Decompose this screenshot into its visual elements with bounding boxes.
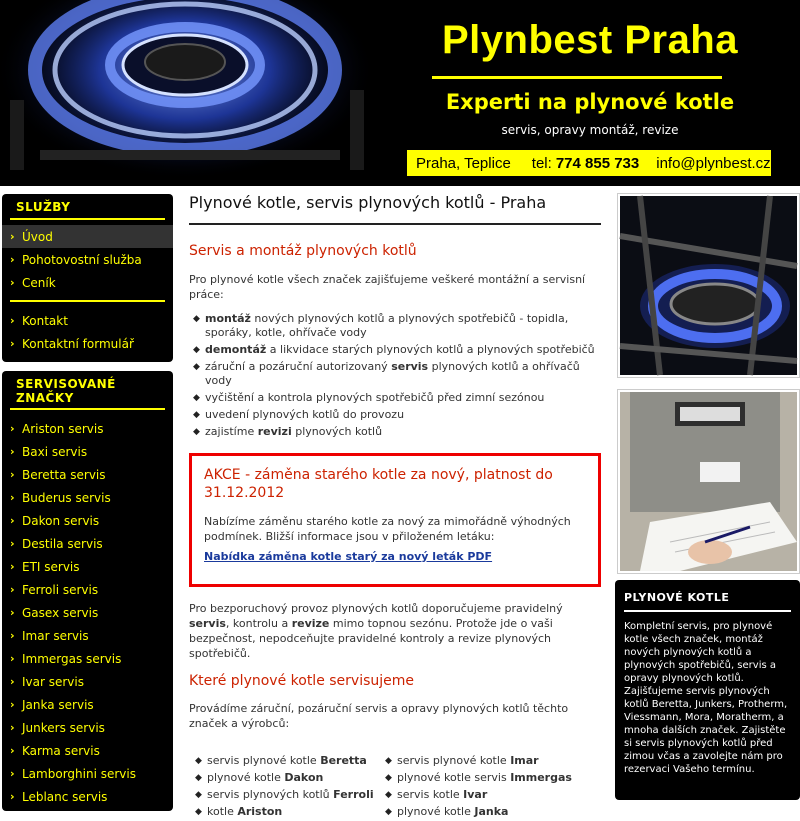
bold-term: servis bbox=[189, 617, 226, 630]
list-item bbox=[189, 312, 601, 340]
chevron-right-icon: › bbox=[10, 422, 15, 435]
section-intro: Provádíme záruční, pozáruční servis a opravy plynových kotlů těchto značek a výrobců: bbox=[189, 702, 569, 730]
sidebar-item-brand[interactable] bbox=[2, 716, 173, 739]
chevron-right-icon: › bbox=[10, 276, 15, 289]
sidebar-item-label: Pohotovostní služba bbox=[22, 252, 142, 267]
paragraph-text: , kontrolu a bbox=[225, 617, 292, 630]
chevron-right-icon: › bbox=[10, 445, 15, 458]
list-item bbox=[189, 787, 379, 803]
sidebar-item-brand[interactable] bbox=[2, 486, 173, 509]
sidebar-item-brand[interactable] bbox=[2, 555, 173, 578]
brands-heading-line1: SERVISOVANÉ bbox=[16, 377, 116, 391]
sidebar-item-label: Kontaktní formulář bbox=[22, 336, 134, 351]
bold-term: revizi bbox=[257, 425, 292, 438]
list-item-text: servis kotle bbox=[397, 788, 464, 801]
list-item-text: servis plynové kotle bbox=[207, 754, 321, 767]
sidebar-item-label: ETI servis bbox=[22, 559, 80, 574]
list-item-text: záruční a pozáruční autorizovaný bbox=[205, 360, 392, 373]
list-item bbox=[379, 770, 572, 786]
brands-menu bbox=[2, 371, 173, 811]
promo-box bbox=[189, 453, 601, 587]
contact-bar bbox=[407, 150, 771, 176]
main-content bbox=[189, 193, 601, 821]
bold-term: demontáž bbox=[205, 343, 267, 356]
site-subtagline: servis, opravy montáž, revize bbox=[501, 123, 679, 137]
chevron-right-icon: › bbox=[10, 337, 15, 350]
list-item-text: servis plynových kotlů bbox=[207, 788, 334, 801]
brand-name: Ariston bbox=[237, 805, 283, 818]
brand-name: Ferroli bbox=[333, 788, 374, 801]
sidebar-item-label: Janka servis bbox=[22, 697, 94, 712]
list-item bbox=[189, 408, 601, 422]
sidebar-item-kontakt[interactable] bbox=[2, 309, 173, 332]
sidebar-item-label: Gasex servis bbox=[22, 605, 99, 620]
list-item-text: plynové kotle bbox=[207, 771, 285, 784]
chevron-right-icon: › bbox=[10, 629, 15, 642]
chevron-right-icon: › bbox=[10, 560, 15, 573]
bold-term: revize bbox=[291, 617, 330, 630]
services-menu bbox=[2, 194, 173, 362]
sidebar-item-label: Ariston servis bbox=[22, 421, 104, 436]
list-item bbox=[379, 787, 569, 803]
maintenance-paragraph bbox=[189, 601, 601, 661]
list-item-text: zajistíme bbox=[205, 425, 258, 438]
list-item bbox=[379, 753, 569, 769]
chevron-right-icon: › bbox=[10, 314, 15, 327]
sidebar-item-label: Junkers servis bbox=[22, 720, 105, 735]
section-intro: Pro plynové kotle všech značek zajišťujeme veškeré montážní a servisní práce: bbox=[189, 273, 586, 301]
list-item-text: plynové kotle bbox=[397, 805, 475, 818]
brand-name: Janka bbox=[474, 805, 509, 818]
site-title: Plynbest Praha bbox=[441, 18, 738, 62]
sidebar-item-brand[interactable] bbox=[2, 417, 173, 440]
chevron-right-icon: › bbox=[10, 537, 15, 550]
list-item bbox=[189, 425, 601, 439]
brands-heading-line2: ZNAČKY bbox=[16, 391, 74, 405]
sidebar-item-brand[interactable] bbox=[2, 578, 173, 601]
chevron-right-icon: › bbox=[10, 790, 15, 803]
brands-column-left bbox=[189, 753, 379, 821]
sidebar-item-label: Ferroli servis bbox=[22, 582, 99, 597]
services-heading: SLUŽBY bbox=[16, 200, 71, 214]
sidebar-item-brand[interactable] bbox=[2, 601, 173, 624]
sidebar-item-label: Ivar servis bbox=[22, 674, 84, 689]
chevron-right-icon: › bbox=[10, 652, 15, 665]
sidebar-item-brand[interactable] bbox=[2, 440, 173, 463]
sidebar-item-label: Úvod bbox=[22, 229, 53, 244]
brands-heading bbox=[2, 371, 173, 405]
section-heading-brands: Které plynové kotle servisujeme bbox=[189, 673, 415, 689]
list-item bbox=[379, 804, 569, 820]
section-heading-servis: Servis a montáž plynových kotlů bbox=[189, 243, 417, 259]
bold-term: servis bbox=[391, 360, 429, 373]
contact-location: Praha, Teplice bbox=[416, 154, 511, 172]
chevron-right-icon: › bbox=[10, 698, 15, 711]
paragraph-text: Pro bezporuchový provoz plynových kotlů doporučujeme pravidelný bbox=[189, 602, 563, 615]
stove-burner-photo bbox=[617, 193, 800, 378]
sidebar-item-brand[interactable] bbox=[2, 739, 173, 762]
page-title: Plynové kotle, servis plynových kotlů - Praha bbox=[189, 193, 601, 225]
chevron-right-icon: › bbox=[10, 721, 15, 734]
list-item-text: vyčištění a kontrola plynových spotřebičů před zimní sezónou bbox=[205, 391, 545, 404]
info-box bbox=[615, 580, 800, 800]
chevron-right-icon: › bbox=[10, 767, 15, 780]
sidebar-item-uvod[interactable] bbox=[2, 225, 173, 248]
chevron-right-icon: › bbox=[10, 606, 15, 619]
sidebar-item-label: Lamborghini servis bbox=[22, 766, 136, 781]
services-divider bbox=[10, 300, 165, 302]
paragraph-text: mimo topnou sezónu. Protože jde o vaši bezpečnost, nepodceňujte pravidelné kontroly a revize plynových spotřebičů. bbox=[189, 617, 553, 660]
list-item bbox=[189, 343, 601, 357]
sidebar-item-brand[interactable] bbox=[2, 670, 173, 693]
title-divider bbox=[432, 76, 722, 79]
gas-burner-flame-image bbox=[0, 0, 400, 186]
sidebar-item-pohotovostni-sluzba[interactable] bbox=[2, 248, 173, 271]
list-item-text: plynových kotlů bbox=[291, 425, 383, 438]
brand-name: Beretta bbox=[320, 754, 367, 767]
site-header bbox=[0, 0, 800, 186]
chevron-right-icon: › bbox=[10, 491, 15, 504]
sidebar-item-label: Baxi servis bbox=[22, 444, 88, 459]
chevron-right-icon: › bbox=[10, 468, 15, 481]
brands-column-right bbox=[379, 753, 572, 821]
promo-pdf-link[interactable]: Nabídka záměna kotle starý za nový leták PDF bbox=[204, 550, 493, 563]
sidebar-item-brand[interactable] bbox=[2, 624, 173, 647]
brand-name: Ivar bbox=[463, 788, 488, 801]
list-item bbox=[189, 770, 379, 786]
sidebar-item-brand[interactable] bbox=[2, 532, 173, 555]
sidebar-item-brand[interactable] bbox=[2, 509, 173, 532]
brands-heading-rule bbox=[10, 408, 165, 410]
list-item bbox=[189, 804, 379, 820]
contact-phone-label: tel: bbox=[531, 154, 552, 172]
brand-name: Dakon bbox=[284, 771, 324, 784]
site-tagline: Experti na plynové kotle bbox=[445, 90, 735, 114]
brand-name: Imar bbox=[510, 754, 539, 767]
sidebar-item-brand[interactable] bbox=[2, 693, 173, 716]
chevron-right-icon: › bbox=[10, 253, 15, 266]
sidebar-item-label: Leblanc servis bbox=[22, 789, 108, 804]
chevron-right-icon: › bbox=[10, 514, 15, 527]
info-text: Kompletní servis, pro plynové kotle všech značek, montáž nových plynových kotlů a plynových spotřebičů, servis a opravy plynových kotlů. Zajišťujeme servis plynových kotlů Beretta, Junkers, Protherm, Viessmann, Mora, Moratherm, a mnoha dalších značek. Zajistěte si servis plynových kotlů před zimou včas a zavolejte nám pro rezervaci Vašeho termínu. bbox=[624, 621, 788, 775]
list-item-text: a likvidace starých plynových kotlů a plynových spotřebičů bbox=[266, 343, 595, 356]
list-item bbox=[189, 753, 379, 769]
chevron-right-icon: › bbox=[10, 675, 15, 688]
gas-meter-photo bbox=[617, 389, 800, 574]
sidebar-item-label: Immergas servis bbox=[22, 651, 122, 666]
sidebar-item-label: Imar servis bbox=[22, 628, 89, 643]
list-item-text: plynové kotle servis bbox=[397, 771, 511, 784]
chevron-right-icon: › bbox=[10, 583, 15, 596]
promo-text: Nabízíme záměnu starého kotle za nový za mimořádně výhodných podmínek. Bližší informace jsou v přiloženém letáku: bbox=[204, 515, 571, 543]
list-item-text: nových plynových kotlů a plynových spotřebičů - topidla, sporáky, kotle, ohřívače vody bbox=[205, 312, 569, 339]
promo-title: AKCE - záměna starého kotle za nový, platnost do 31.12.2012 bbox=[204, 467, 553, 501]
list-item-text: plynových kotlů a ohřívačů vody bbox=[205, 360, 580, 387]
sidebar-item-brand[interactable] bbox=[2, 762, 173, 785]
chevron-right-icon: › bbox=[10, 230, 15, 243]
sidebar-item-brand[interactable] bbox=[2, 647, 173, 670]
services-list bbox=[189, 312, 601, 439]
sidebar-item-label: Karma servis bbox=[22, 743, 100, 758]
list-item-text: servis plynové kotle bbox=[397, 754, 511, 767]
sidebar-item-brand[interactable] bbox=[2, 463, 173, 486]
sidebar-item-brand[interactable] bbox=[2, 785, 173, 808]
sidebar-item-label: Beretta servis bbox=[22, 467, 106, 482]
list-item-text: uvedení plynových kotlů do provozu bbox=[205, 408, 405, 421]
list-item bbox=[189, 360, 601, 388]
brand-list bbox=[2, 417, 173, 808]
stove-burner-image bbox=[620, 196, 797, 375]
list-item bbox=[189, 391, 601, 405]
sidebar-item-label: Dakon servis bbox=[22, 513, 100, 528]
sidebar-item-label: Destila servis bbox=[22, 536, 103, 551]
sidebar-item-kontaktni-formular[interactable] bbox=[2, 332, 173, 355]
brand-name: Immergas bbox=[510, 771, 572, 784]
contact-phone[interactable]: 774 855 733 bbox=[555, 154, 640, 172]
sidebar-item-label: Buderus servis bbox=[22, 490, 111, 505]
serviced-brands-list bbox=[189, 753, 601, 821]
info-heading: PLYNOVÉ KOTLE bbox=[624, 591, 791, 612]
sidebar-item-label: Ceník bbox=[22, 275, 56, 290]
chevron-right-icon: › bbox=[10, 744, 15, 757]
sidebar-item-label: Kontakt bbox=[22, 313, 68, 328]
gas-meter-image bbox=[620, 392, 797, 571]
list-item-text: kotle bbox=[207, 805, 238, 818]
bold-term: montáž bbox=[205, 312, 251, 325]
sidebar-item-cenik[interactable] bbox=[2, 271, 173, 294]
contact-email[interactable]: info@plynbest.cz bbox=[656, 154, 771, 172]
services-heading-rule bbox=[10, 218, 165, 220]
